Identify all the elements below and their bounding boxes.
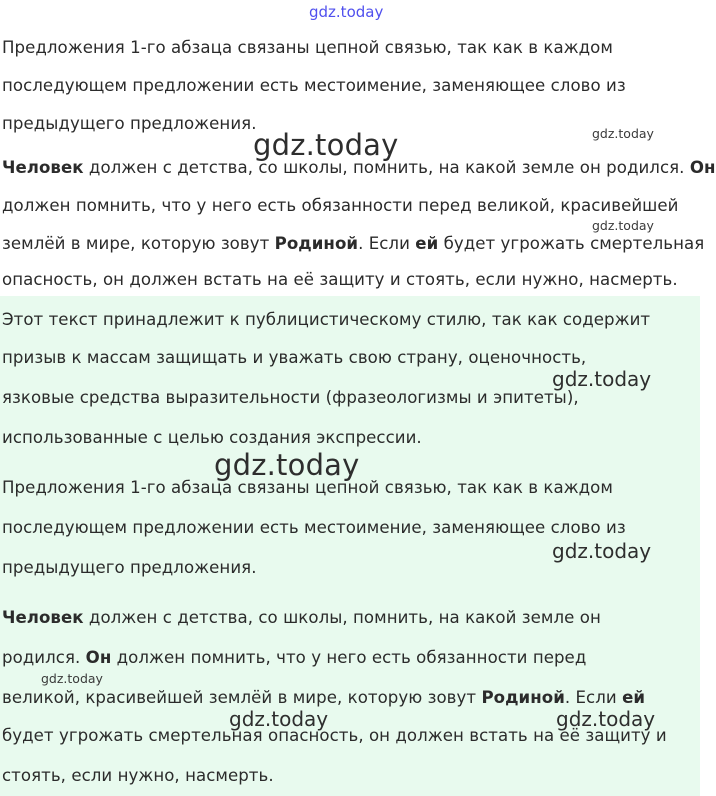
bold-word: Он	[85, 648, 112, 667]
watermark: gdz.today	[41, 671, 103, 686]
text-line	[2, 114, 257, 134]
text-line	[2, 196, 679, 216]
text-line	[2, 428, 422, 448]
bold-word: Он	[689, 158, 716, 177]
text-line	[2, 388, 579, 408]
text-segment: опасность, он должен встать на её защиту и стоять, если нужно, насмерть.	[2, 270, 678, 289]
text-segment: последующем предложении есть местоимение, заменяющее слово из	[2, 76, 626, 95]
text-segment: предыдущего предложения.	[2, 558, 257, 577]
watermark: gdz.today	[556, 707, 656, 731]
bold-word: Человек	[2, 158, 84, 177]
text-segment: должен помнить, что у него есть обязанности перед великой, красивейшей	[2, 196, 679, 215]
text-segment: будет угрожать смертельная	[438, 234, 705, 253]
text-segment: будет угрожать смертельная опасность, он должен встать на её защиту и	[2, 726, 667, 745]
text-line	[2, 348, 586, 368]
text-line	[2, 766, 274, 786]
text-line	[2, 558, 257, 578]
bold-word: Родиной	[481, 688, 565, 707]
text-segment: великой, красивейшей землёй в мире, которую зовут	[2, 688, 482, 707]
bold-word: ей	[415, 234, 439, 253]
bold-word: ей	[622, 688, 646, 707]
text-segment: стоять, если нужно, насмерть.	[2, 766, 274, 785]
text-segment: последующем предложении есть местоимение, заменяющее слово из	[2, 518, 626, 537]
text-segment: . Если	[564, 688, 623, 707]
watermark: gdz.today	[552, 539, 652, 563]
text-line	[2, 518, 626, 538]
text-line	[2, 38, 613, 58]
text-segment: родился.	[2, 648, 86, 667]
text-segment: язковые средства выразительности (фразеологизмы и эпитеты),	[2, 388, 579, 407]
text-line	[2, 234, 704, 254]
text-segment: должен помнить, что у него есть обязанности перед	[111, 648, 587, 667]
text-segment: . Если	[358, 234, 416, 253]
text-segment: землёй в мире, которую зовут	[2, 234, 275, 253]
watermark: gdz.today	[229, 707, 329, 731]
text-line	[2, 688, 645, 708]
text-segment: Этот текст принадлежит к публицистическому стилю, так как содержит	[2, 310, 651, 329]
text-line	[2, 310, 650, 330]
text-segment: Предложения 1-го абзаца связаны цепной связью, так как в каждом	[2, 478, 613, 497]
watermark: gdz.today	[592, 126, 654, 141]
watermark: gdz.today	[214, 448, 360, 482]
bold-word: Родиной	[274, 234, 359, 253]
text-segment: призыв к массам защищать и уважать свою страну, оценочность,	[2, 348, 587, 367]
text-segment: Предложения 1-го абзаца связаны цепной связью, так как в каждом	[2, 38, 613, 57]
watermark: gdz.today	[592, 218, 654, 233]
text-segment: должен с детства, со школы, помнить, на какой земле он	[83, 608, 601, 627]
text-line	[2, 270, 678, 290]
watermark: gdz.today	[309, 3, 384, 21]
text-line	[2, 76, 626, 96]
watermark: gdz.today	[253, 128, 399, 162]
text-segment: использованные с целью создания экспрессии.	[2, 428, 422, 447]
text-line	[2, 648, 586, 668]
bold-word: Человек	[2, 608, 84, 627]
watermark: gdz.today	[552, 367, 652, 391]
text-segment: предыдущего предложения.	[2, 114, 257, 133]
text-segment: должен с детства, со школы, помнить, на какой земле он родился.	[83, 158, 690, 177]
text-line	[2, 608, 601, 628]
